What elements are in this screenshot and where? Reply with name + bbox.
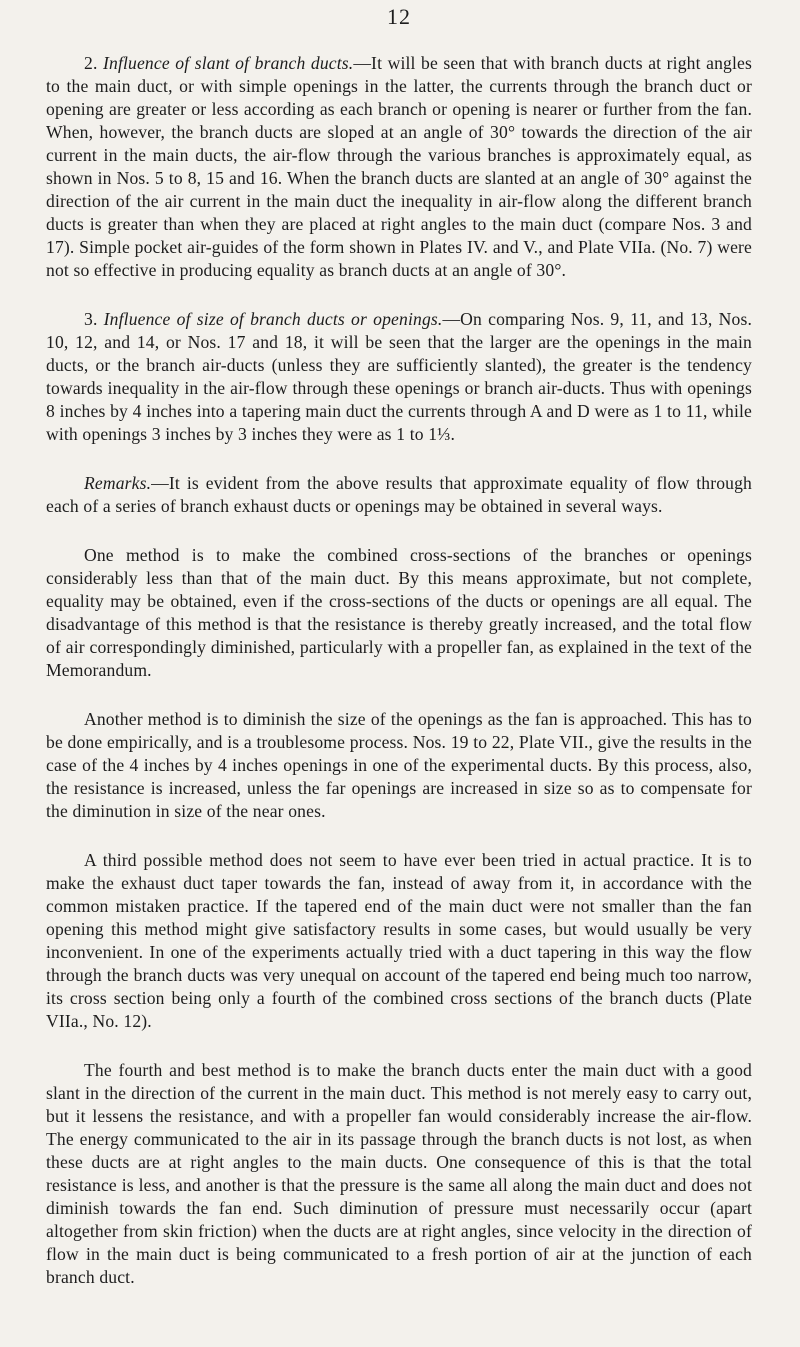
method-two-paragraph: Another method is to diminish the size of the openings as the fan is approached. This has to be done empirically, and is a troublesome process. Nos. 19 to 22, Plate VII., give the results in the case of the 4 inches by 4 inches openings in one of the experimental ducts. By this process, also, the resistance is increased, unless the far openings are increased in size so as to compensate for the diminution in size of the near ones. bbox=[46, 709, 752, 821]
method-four-paragraph: The fourth and best method is to make the branch ducts enter the main duct with a good slant in the direction of the current in the main duct. This method is not merely easy to carry out, but it lessens the resistance, and with a propeller fan would considerably increase the air-flow. The energy communicated to the air in its passage through the branch ducts is not lost, as when these ducts are at right angles to the main ducts. One consequence of this is that the total resistance is less, and another is that the pressure is the same all along the main duct and does not diminish towards the fan end. Such diminution of pressure must necessarily occur (apart altogether from skin friction) when the ducts are at right angles, since velocity in the direction of flow in the main duct is being communicated to a fresh portion of air at the junction of each branch duct. bbox=[46, 1060, 752, 1287]
remarks-text: —It is evident from the above results that approximate equality of flow through each of a series of branch exhaust ducts or openings may be obtained in several ways. bbox=[46, 473, 752, 516]
remarks-heading: Remarks. bbox=[84, 473, 152, 493]
section-2-paragraph bbox=[46, 52, 752, 282]
section-2-number: 2. bbox=[84, 53, 98, 73]
section-3-paragraph bbox=[46, 308, 752, 446]
method-one-paragraph: One method is to make the combined cross-sections of the branches or openings considerably less than that of the main duct. By this means approximate, but not complete, equality may be obtained, even if the cross-sections of the ducts or openings are all equal. The disadvantage of this method is that the resistance is thereby greatly increased, and the total flow of air correspondingly diminished, particularly with a propeller fan, as explained in the text of the Memorandum. bbox=[46, 545, 752, 680]
page-number: 12 bbox=[387, 4, 411, 29]
method-three-paragraph: A third possible method does not seem to have ever been tried in actual practice. It is to make the exhaust duct taper towards the fan, instead of away from it, in accordance with the common mistaken practice. If the tapered end of the main duct were not smaller than the fan opening this method might give satisfactory results in some cases, but would usually be very inconvenient. In one of the experiments actually tried with a duct tapering in this way the flow through the branch ducts was very unequal on account of the tapered end being much too narrow, its cross section being only a fourth of the combined cross sections of the branch ducts (Plate VIIa., No. 12). bbox=[46, 850, 752, 1031]
section-3-text: —On comparing Nos. 9, 11, and 13, Nos. 10, 12, and 14, or Nos. 17 and 18, it will be seen that the larger are the openings in the main ducts, or the branch air-ducts (unless they are sufficiently slanted), the greater is the tendency towards inequality in the air-flow through these openings or branch air-ducts. Thus with openings 8 inches by 4 inches into a tapering main duct the currents through A and D were as 1 to 11, while with openings 3 inches by 3 inches they were as 1 to 1⅓. bbox=[46, 309, 752, 444]
section-3-heading: Influence of size of branch ducts or openings. bbox=[103, 309, 443, 329]
section-2-text: —It will be seen that with branch ducts at right angles to the main duct, or with simple openings in the latter, the currents through the branch duct or opening are greater or less according as each branch or opening is nearer or further from the fan. When, however, the branch ducts are sloped at an angle of 30° towards the direction of the air current in the main ducts, the air-flow through the various branches is approximately equal, as shown in Nos. 5 to 8, 15 and 16. When the branch ducts are slanted at an angle of 30° against the direction of the air current in the main duct the inequality in air-flow along the different branch ducts is greater than when they are placed at right angles to the main duct (compare Nos. 3 and 17). Simple pocket air-guides of the form shown in Plates IV. and V., and Plate VIIa. (No. 7) were not so effective in producing equality as branch ducts at an angle of 30°. bbox=[46, 53, 752, 280]
remarks-paragraph bbox=[46, 472, 752, 518]
section-2-heading: Influence of slant of branch ducts. bbox=[102, 53, 354, 73]
section-3-number: 3. bbox=[84, 309, 98, 329]
